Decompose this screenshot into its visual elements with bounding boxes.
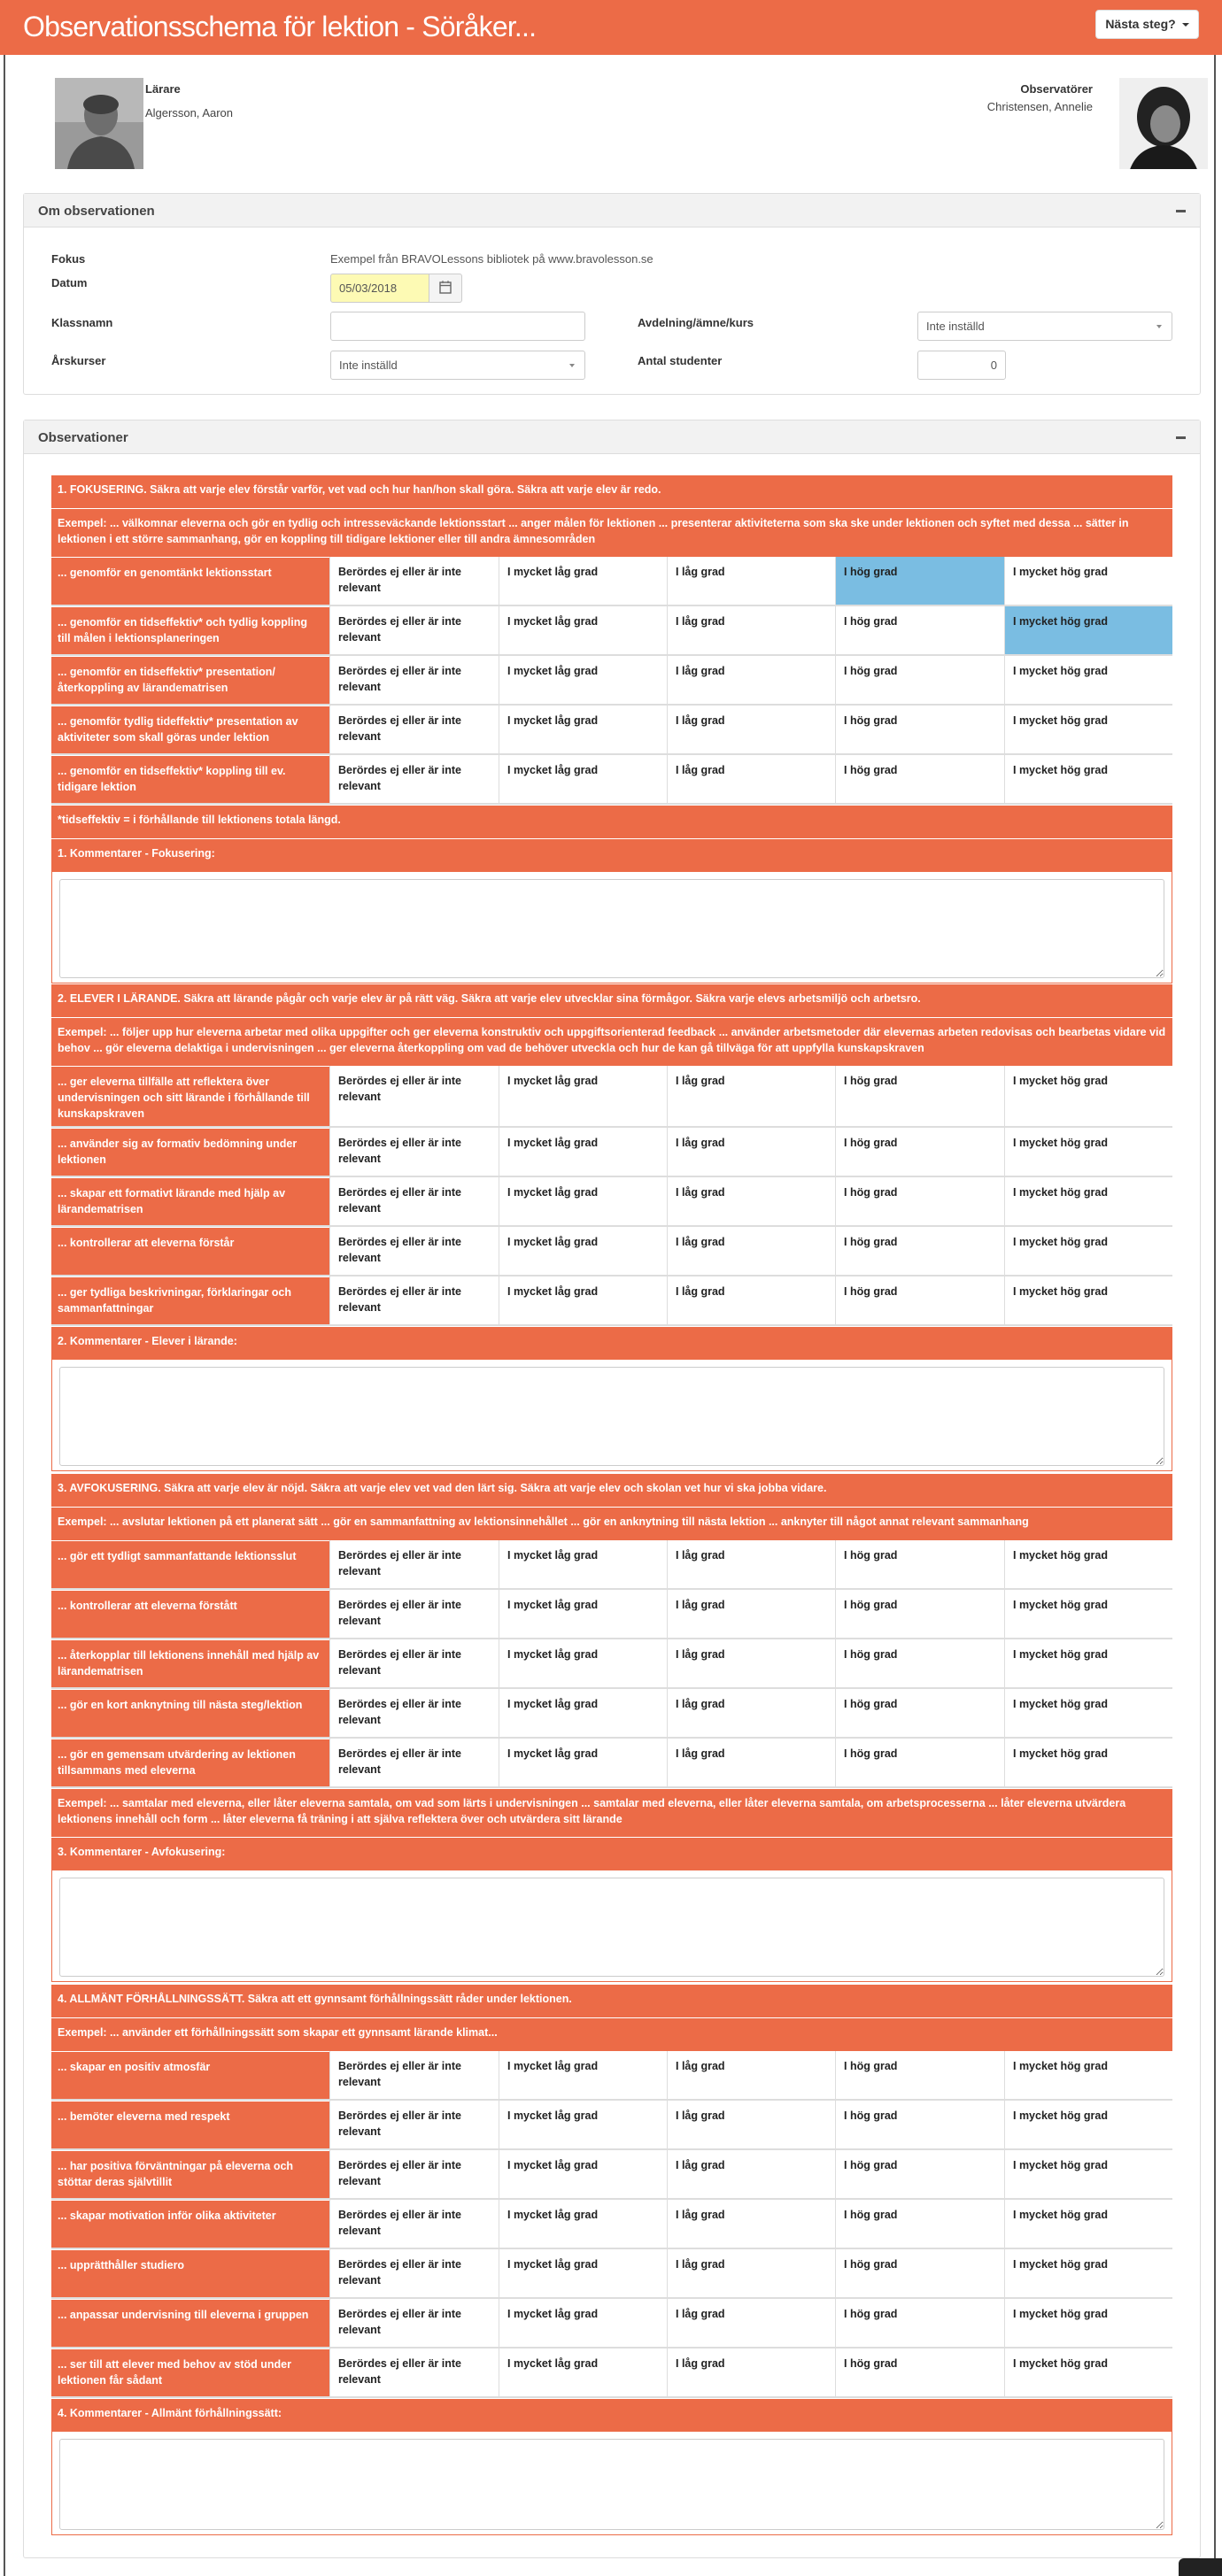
rating-option[interactable]: I hög grad [835, 606, 1004, 654]
question-label: ... ger tydliga beskrivningar, förklaringar och sammanfattningar [51, 1276, 329, 1324]
question-label: ... återkopplar till lektionens innehåll med hjälp av lärandematrisen [51, 1639, 329, 1687]
rating-option[interactable]: Berördes ej eller är inte relevant [329, 706, 499, 753]
datum-label: Datum [51, 276, 88, 289]
rating-option[interactable]: I mycket låg grad [499, 1177, 667, 1225]
rating-option[interactable]: I låg grad [667, 1540, 835, 1588]
rating-option[interactable]: I hög grad [835, 1739, 1004, 1786]
question-row [51, 2051, 1172, 2101]
section-example: Exempel: ... välkomnar eleverna och gör en tydlig och intresseväckande lektionsstart ... anger målen för lektionen ... presenterar aktiviteterna som ska ske under lektionen och syftet med dessa ... sätter in lektionen i ett större sammanhang, gör en koppling till tidigare lektioner eller till andra ämnesområden [51, 508, 1172, 557]
rating-option[interactable]: I hög grad [835, 2101, 1004, 2148]
klassnamn-label: Klassnamn [51, 316, 113, 329]
collapse-icon[interactable] [1176, 436, 1186, 439]
section-example: Exempel: ... avslutar lektionen på ett planerat sätt ... gör en sammanfattning av lektionsinnehållet ... gör en anknytning till nästa lektion ... anknyter till något annat relevant sammanhang [51, 1507, 1172, 1540]
question-row [51, 1590, 1172, 1639]
rating-option[interactable]: Berördes ej eller är inte relevant [329, 1128, 499, 1176]
rating-option[interactable]: I hög grad [835, 1227, 1004, 1275]
rating-option[interactable]: I hög grad [835, 2249, 1004, 2297]
question-row [51, 1540, 1172, 1590]
question-label: ... gör en gemensam utvärdering av lektionen tillsammans med eleverna [51, 1739, 329, 1786]
rating-option[interactable]: I mycket hög grad [1004, 656, 1172, 704]
observations-panel-header[interactable] [24, 420, 1200, 454]
page-title: Observationsschema för lektion - Söråker... [23, 11, 537, 42]
avdelning-select[interactable] [917, 312, 1172, 341]
rating-option[interactable]: I hög grad [835, 1689, 1004, 1737]
question-label: ... skapar en positiv atmosfär [51, 2051, 329, 2099]
chevron-down-icon [1156, 325, 1162, 328]
rating-option[interactable]: I mycket låg grad [499, 1689, 667, 1737]
rating-option[interactable]: I mycket låg grad [499, 1227, 667, 1275]
question-label: ... upprätthåller studiero [51, 2249, 329, 2297]
rating-option[interactable]: I hög grad [835, 1128, 1004, 1176]
question-label: ... genomför tydlig tideffektiv* presentation av aktiviteter som skall göras under lektion [51, 706, 329, 753]
section-heading: 4. ALLMÄNT FÖRHÅLLNINGSSÄTT. Säkra att ett gynnsamt förhållningssätt råder under lektionen. [51, 1984, 1172, 2017]
rating-option[interactable]: I låg grad [667, 1276, 835, 1324]
comment-label: 1. Kommentarer - Fokusering: [51, 838, 1172, 872]
rating-option[interactable]: Berördes ej eller är inte relevant [329, 1639, 499, 1687]
rating-option[interactable]: I hög grad [835, 1540, 1004, 1588]
rating-option[interactable]: I mycket hög grad [1004, 2249, 1172, 2297]
rating-option[interactable]: I mycket hög grad [1004, 1276, 1172, 1324]
rating-option[interactable]: I mycket låg grad [499, 2348, 667, 2396]
question-label: ... ser till att elever med behov av stöd under lektionen får sådant [51, 2348, 329, 2396]
rating-option[interactable]: Berördes ej eller är inte relevant [329, 1177, 499, 1225]
rating-option[interactable]: Berördes ej eller är inte relevant [329, 1066, 499, 1126]
rating-option[interactable]: I hög grad [835, 1590, 1004, 1638]
section-heading: 2. ELEVER I LÄRANDE. Säkra att lärande pågår och varje elev är på rätt väg. Säkra att varje elev utvecklar sina förmågor. Säkra varje elevs arbetsmiljö och arbetsro. [51, 983, 1172, 1017]
rating-option[interactable]: I hög grad [835, 2150, 1004, 2198]
rating-option[interactable]: Berördes ej eller är inte relevant [329, 2249, 499, 2297]
question-label: ... genomför en genomtänkt lektionsstart [51, 557, 329, 605]
rating-option[interactable]: Berördes ej eller är inte relevant [329, 1276, 499, 1324]
rating-option[interactable]: I låg grad [667, 1128, 835, 1176]
rating-option[interactable]: I låg grad [667, 557, 835, 605]
rating-option[interactable]: I hög grad [835, 755, 1004, 803]
section-example: Exempel: ... använder ett förhållningssätt som skapar ett gynnsamt lärande klimat... [51, 2017, 1172, 2051]
rating-option[interactable]: I mycket hög grad [1004, 755, 1172, 803]
rating-option[interactable]: I låg grad [667, 1639, 835, 1687]
question-label: ... kontrollerar att eleverna förstått [51, 1590, 329, 1638]
question-row [51, 2200, 1172, 2249]
klassnamn-input[interactable] [330, 312, 585, 341]
date-input[interactable]: 05/03/2018 [330, 274, 429, 303]
arskurser-select[interactable] [330, 351, 585, 380]
fokus-label: Fokus [51, 252, 86, 266]
rating-option[interactable]: I mycket hög grad [1004, 1689, 1172, 1737]
question-row [51, 557, 1172, 606]
comment-box [51, 1870, 1172, 1982]
rating-option[interactable]: I mycket låg grad [499, 557, 667, 605]
rating-option[interactable]: I mycket hög grad [1004, 2101, 1172, 2148]
rating-option[interactable]: I låg grad [667, 2200, 835, 2248]
rating-option[interactable]: I låg grad [667, 2249, 835, 2297]
rating-option[interactable]: I låg grad [667, 606, 835, 654]
arskurser-value: Inte inställd [339, 359, 398, 372]
rating-option[interactable]: Berördes ej eller är inte relevant [329, 1739, 499, 1786]
question-row [51, 1128, 1172, 1177]
rating-option[interactable]: Berördes ej eller är inte relevant [329, 1689, 499, 1737]
comment-label: 2. Kommentarer - Elever i lärande: [51, 1326, 1172, 1360]
avdelning-label: Avdelning/ämne/kurs [638, 316, 754, 329]
rating-option[interactable]: Berördes ej eller är inte relevant [329, 1227, 499, 1275]
rating-option[interactable]: I hög grad [835, 1276, 1004, 1324]
teacher-label: Lärare [145, 82, 181, 96]
rating-option[interactable]: Berördes ej eller är inte relevant [329, 2299, 499, 2347]
rating-option[interactable]: Berördes ej eller är inte relevant [329, 1540, 499, 1588]
rating-option[interactable]: I låg grad [667, 2101, 835, 2148]
question-label: ... skapar ett formativt lärande med hjälp av lärandematrisen [51, 1177, 329, 1225]
chevron-down-icon [1182, 23, 1189, 27]
rating-option[interactable]: I mycket hög grad [1004, 1177, 1172, 1225]
rating-option[interactable]: I mycket hög grad [1004, 1590, 1172, 1638]
rating-option[interactable]: I mycket låg grad [499, 2200, 667, 2248]
rating-option[interactable]: I mycket hög grad [1004, 1066, 1172, 1126]
rating-option[interactable]: I hög grad [835, 2348, 1004, 2396]
question-row [51, 2348, 1172, 2398]
question-label: ... använder sig av formativ bedömning under lektionen [51, 1128, 329, 1176]
antal-label: Antal studenter [638, 354, 723, 367]
rating-option[interactable]: I mycket hög grad [1004, 2200, 1172, 2248]
comment-label: 3. Kommentarer - Avfokusering: [51, 1837, 1172, 1870]
question-label: ... gör en kort anknytning till nästa steg/lektion [51, 1689, 329, 1737]
rating-option[interactable]: I mycket låg grad [499, 1639, 667, 1687]
question-row [51, 2249, 1172, 2299]
rating-option[interactable]: I hög grad [835, 2051, 1004, 2099]
rating-option[interactable]: I mycket låg grad [499, 706, 667, 753]
rating-option[interactable]: I låg grad [667, 1066, 835, 1126]
comment-textarea[interactable] [59, 1367, 1164, 1466]
question-label: ... genomför en tidseffektiv* presentation/återkoppling av lärandematrisen [51, 656, 329, 704]
rating-option[interactable]: I låg grad [667, 2150, 835, 2198]
question-label: ... gör ett tydligt sammanfattande lektionsslut [51, 1540, 329, 1588]
question-label: ... bemöter eleverna med respekt [51, 2101, 329, 2148]
rating-option[interactable]: I mycket låg grad [499, 2101, 667, 2148]
rating-option[interactable]: I låg grad [667, 706, 835, 753]
rating-option[interactable]: I mycket låg grad [499, 656, 667, 704]
question-row [51, 755, 1172, 805]
question-label: ... anpassar undervisning till eleverna i gruppen [51, 2299, 329, 2347]
rating-option[interactable]: I hög grad [835, 2200, 1004, 2248]
rating-option[interactable]: I låg grad [667, 1177, 835, 1225]
chevron-down-icon [569, 364, 575, 367]
rating-option[interactable]: Berördes ej eller är inte relevant [329, 656, 499, 704]
rating-option[interactable]: I hög grad [835, 2299, 1004, 2347]
rating-option[interactable]: I mycket låg grad [499, 1066, 667, 1126]
rating-option[interactable]: Berördes ej eller är inte relevant [329, 2150, 499, 2198]
question-row [51, 2150, 1172, 2200]
observer-name: Christensen, Annelie [986, 100, 1093, 113]
top-bar [0, 0, 1222, 55]
rating-option[interactable]: I låg grad [667, 2051, 835, 2099]
comment-textarea[interactable] [59, 879, 1164, 978]
question-row [51, 1227, 1172, 1276]
section-heading: 1. FOKUSERING. Säkra att varje elev förstår varför, vet vad och hur han/hon skall göra. Säkra att varje elev är redo. [51, 474, 1172, 508]
rating-option[interactable]: I mycket låg grad [499, 2299, 667, 2347]
rating-option[interactable]: I mycket låg grad [499, 2150, 667, 2198]
comment-box [51, 1360, 1172, 1471]
rating-option[interactable]: Berördes ej eller är inte relevant [329, 2101, 499, 2148]
rating-option[interactable]: I mycket hög grad [1004, 706, 1172, 753]
comment-box [51, 2432, 1172, 2535]
rating-option[interactable]: Berördes ej eller är inte relevant [329, 1590, 499, 1638]
rating-option[interactable]: Berördes ej eller är inte relevant [329, 2200, 499, 2248]
teacher-name: Algersson, Aaron [145, 106, 234, 120]
rating-option[interactable]: I mycket hög grad [1004, 1128, 1172, 1176]
comment-textarea[interactable] [59, 1878, 1164, 1977]
question-row [51, 1066, 1172, 1128]
question-row [51, 1177, 1172, 1227]
rating-option[interactable]: I mycket hög grad [1004, 557, 1172, 605]
rating-option[interactable]: I mycket låg grad [499, 1540, 667, 1588]
section-example: Exempel: ... följer upp hur eleverna arbetar med olika uppgifter och ger eleverna konstruktiv och uppgiftsorienterad feedback ... använder arbetsmetoder där elevernas arbeten redovisas och bearbetas vidare vid behov ... gör eleverna delaktiga i undervisningen ... ger eleverna återkoppling om vad de behöver utveckla och hur de kan gå tillväga för att uppfylla kunskapskraven [51, 1017, 1172, 1066]
about-panel [23, 193, 1201, 395]
question-row [51, 2299, 1172, 2348]
question-label: ... kontrollerar att eleverna förstår [51, 1227, 329, 1275]
rating-option[interactable]: I låg grad [667, 1590, 835, 1638]
rating-option[interactable]: Berördes ej eller är inte relevant [329, 2051, 499, 2099]
question-row [51, 1739, 1172, 1788]
rating-option[interactable]: I låg grad [667, 2348, 835, 2396]
question-label: ... ger eleverna tillfälle att reflektera över undervisningen och sitt lärande i förhållande till kunskapskraven [51, 1066, 329, 1126]
rating-option[interactable]: Berördes ej eller är inte relevant [329, 606, 499, 654]
rating-option[interactable]: I mycket hög grad [1004, 2348, 1172, 2396]
question-label: ... skapar motivation inför olika aktiviteter [51, 2200, 329, 2248]
rating-option[interactable]: I låg grad [667, 2299, 835, 2347]
next-step-label: Nästa steg? [1105, 17, 1176, 31]
rating-option[interactable]: I mycket låg grad [499, 606, 667, 654]
rating-option[interactable]: Berördes ej eller är inte relevant [329, 755, 499, 803]
question-row [51, 706, 1172, 755]
about-panel-title: Om observationen [38, 204, 155, 219]
rating-option[interactable]: I låg grad [667, 656, 835, 704]
observer-label: Observatörer [1020, 82, 1093, 96]
rating-option[interactable]: I hög grad [835, 1177, 1004, 1225]
rating-option[interactable]: I hög grad [835, 706, 1004, 753]
rating-option[interactable]: I mycket hög grad [1004, 1739, 1172, 1786]
rating-option[interactable]: I låg grad [667, 1689, 835, 1737]
section-heading: 3. AVFOKUSERING. Säkra att varje elev är nöjd. Säkra att varje elev vet vad den lärt sig. Säkra att varje elev och skolan vet hur vi ska jobba vidare. [51, 1473, 1172, 1507]
rating-option[interactable]: I mycket låg grad [499, 2051, 667, 2099]
teacher-avatar [55, 78, 143, 169]
rating-option[interactable]: I mycket låg grad [499, 1590, 667, 1638]
observations-panel-title: Observationer [38, 430, 128, 445]
observer-avatar [1119, 78, 1208, 169]
rating-option[interactable]: I mycket låg grad [499, 1128, 667, 1176]
calendar-button[interactable] [429, 274, 462, 303]
rating-option[interactable]: I hög grad [835, 656, 1004, 704]
chat-widget[interactable] [1179, 2558, 1222, 2576]
comment-textarea[interactable] [59, 2439, 1164, 2530]
question-label: ... genomför en tidseffektiv* koppling till ev. tidigare lektion [51, 755, 329, 803]
rating-option[interactable]: Berördes ej eller är inte relevant [329, 2348, 499, 2396]
rating-option[interactable]: I mycket hög grad [1004, 2299, 1172, 2347]
fokus-value: Exempel från BRAVOLessons bibliotek på www.bravolesson.se [330, 252, 654, 266]
rating-option[interactable]: I mycket hög grad [1004, 1639, 1172, 1687]
rating-option[interactable]: I mycket hög grad [1004, 1227, 1172, 1275]
rating-option[interactable]: I hög grad [835, 1639, 1004, 1687]
observation-table [51, 474, 1172, 2535]
question-row [51, 1639, 1172, 1689]
avdelning-value: Inte inställd [926, 320, 985, 333]
rating-option[interactable]: I mycket hög grad [1004, 2051, 1172, 2099]
rating-option[interactable]: I mycket hög grad [1004, 1540, 1172, 1588]
question-label: ... genomför en tidseffektiv* och tydlig koppling till målen i lektionsplaneringen [51, 606, 329, 654]
question-row [51, 656, 1172, 706]
section-footnote: *tidseffektiv = i förhållande till lektionens totala längd. [51, 805, 1172, 838]
rating-option[interactable]: Berördes ej eller är inte relevant [329, 557, 499, 605]
rating-option[interactable]: I hög grad [835, 557, 1004, 605]
question-row [51, 606, 1172, 656]
arskurser-label: Årskurser [51, 354, 106, 367]
rating-option[interactable]: I låg grad [667, 755, 835, 803]
question-label: ... har positiva förväntningar på eleverna och stöttar deras självtillit [51, 2150, 329, 2198]
rating-option[interactable]: I mycket hög grad [1004, 2150, 1172, 2198]
rating-option[interactable]: I mycket låg grad [499, 1276, 667, 1324]
section-example-2: Exempel: ... samtalar med eleverna, eller låter eleverna samtala, om vad som lärts i undervisningen ... samtalar med eleverna, eller låter eleverna samtala, om arbetsprocesserna ... låter eleverna utvärdera lektionens innehåll och form ... låter eleverna få träning i att själva reflektera över och utvärdera sitt lärande [51, 1788, 1172, 1837]
question-row [51, 2101, 1172, 2150]
next-step-button[interactable] [1095, 10, 1199, 39]
rating-option[interactable]: I mycket hög grad [1004, 606, 1172, 654]
rating-option[interactable]: I mycket låg grad [499, 1739, 667, 1786]
rating-option[interactable]: I låg grad [667, 1227, 835, 1275]
rating-option[interactable]: I låg grad [667, 1739, 835, 1786]
question-row [51, 1276, 1172, 1326]
comment-label: 4. Kommentarer - Allmänt förhållningssätt: [51, 2398, 1172, 2432]
about-panel-header[interactable] [24, 194, 1200, 228]
comment-box [51, 872, 1172, 983]
rating-option[interactable]: I hög grad [835, 1066, 1004, 1126]
antal-input[interactable]: 0 [917, 351, 1006, 380]
collapse-icon[interactable] [1176, 210, 1186, 212]
calendar-icon [429, 274, 461, 302]
rating-option[interactable]: I mycket låg grad [499, 755, 667, 803]
rating-option[interactable]: I mycket låg grad [499, 2249, 667, 2297]
question-row [51, 1689, 1172, 1739]
